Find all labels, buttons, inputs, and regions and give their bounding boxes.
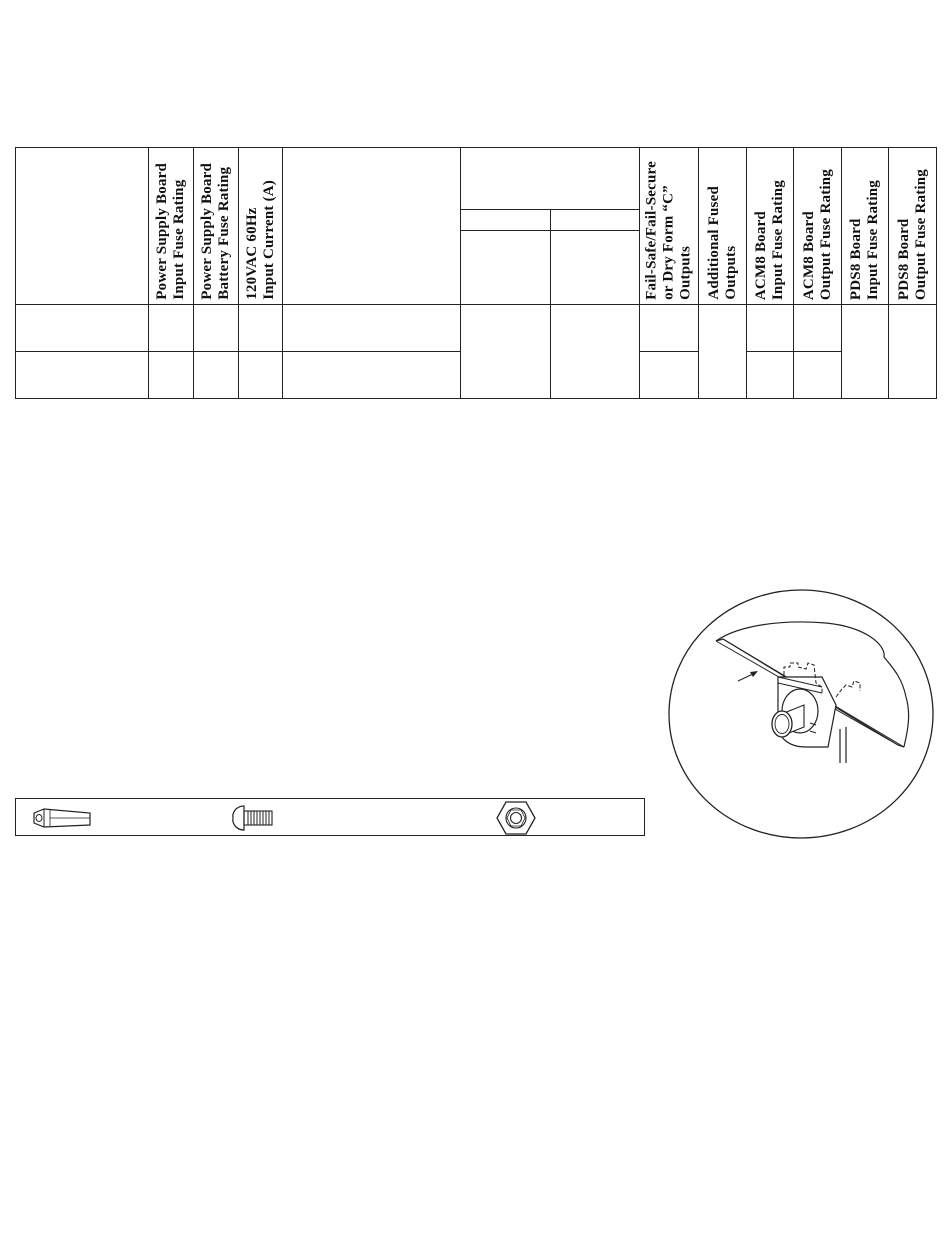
table-cell (283, 352, 461, 399)
fuse-rating-table (15, 147, 937, 399)
table-cell (239, 352, 283, 399)
table-cell (239, 305, 283, 352)
header-pds8-input-fuse-label: PDS8 Board Input Fuse Rating (848, 179, 881, 300)
header-subgroup-right (551, 210, 640, 231)
header-subcell-right (551, 231, 640, 305)
header-acm8-input-fuse (747, 148, 794, 305)
table-cell (842, 305, 889, 399)
header-subcell-left (461, 231, 551, 305)
table-cell (747, 352, 794, 399)
header-blank-wide (283, 148, 461, 305)
table-cell (889, 305, 937, 399)
header-subgroup-left (461, 210, 551, 231)
header-pds8-output-fuse-label: PDS8 Board Output Fuse Rating (895, 168, 929, 300)
table-cell (747, 305, 794, 352)
table-cell (640, 352, 699, 399)
table-row (16, 305, 937, 352)
table-cell (699, 305, 747, 399)
header-pds8-input-fuse (842, 148, 889, 305)
standoff-icon (28, 807, 94, 829)
table-cell (16, 305, 149, 352)
header-blank-group (461, 148, 640, 210)
header-pds8-output-fuse (889, 148, 937, 305)
header-additional-fused (699, 148, 747, 305)
table-cell (149, 352, 194, 399)
hardware-legend-box (15, 798, 645, 836)
table-cell (551, 305, 640, 399)
hex-nut-icon (496, 800, 536, 836)
screw-icon (230, 803, 280, 833)
table-cell (16, 352, 149, 399)
table-cell (461, 305, 551, 399)
tamper-switch-illustration (666, 587, 938, 843)
table-cell (794, 305, 842, 352)
header-input-current (239, 148, 283, 305)
header-acm8-output-fuse (794, 148, 842, 305)
table-cell (149, 305, 194, 352)
header-additional-fused-label: Additional Fused Outputs (705, 186, 739, 300)
header-ps-battery-fuse-label: Power Supply Board Battery Fuse Rating (199, 163, 232, 300)
header-outputs-label: Fail-Safe/Fail-Secure or Dry Form “C” Outputs (643, 161, 694, 300)
table-cell (194, 305, 239, 352)
table-cell (640, 305, 699, 352)
header-input-current-label: 120VAC 60Hz Input Current (A) (243, 180, 277, 300)
header-blank-model (16, 148, 149, 305)
header-outputs (640, 148, 699, 305)
header-ps-input-fuse (149, 148, 194, 305)
header-ps-battery-fuse (194, 148, 239, 305)
header-acm8-input-fuse-label: ACM8 Board Input Fuse Rating (753, 179, 786, 300)
header-ps-input-fuse-label: Power Supply Board Input Fuse Rating (154, 163, 187, 300)
table-cell (283, 305, 461, 352)
table-cell (194, 352, 239, 399)
header-acm8-output-fuse-label: ACM8 Board Output Fuse Rating (800, 168, 834, 300)
table-cell (794, 352, 842, 399)
